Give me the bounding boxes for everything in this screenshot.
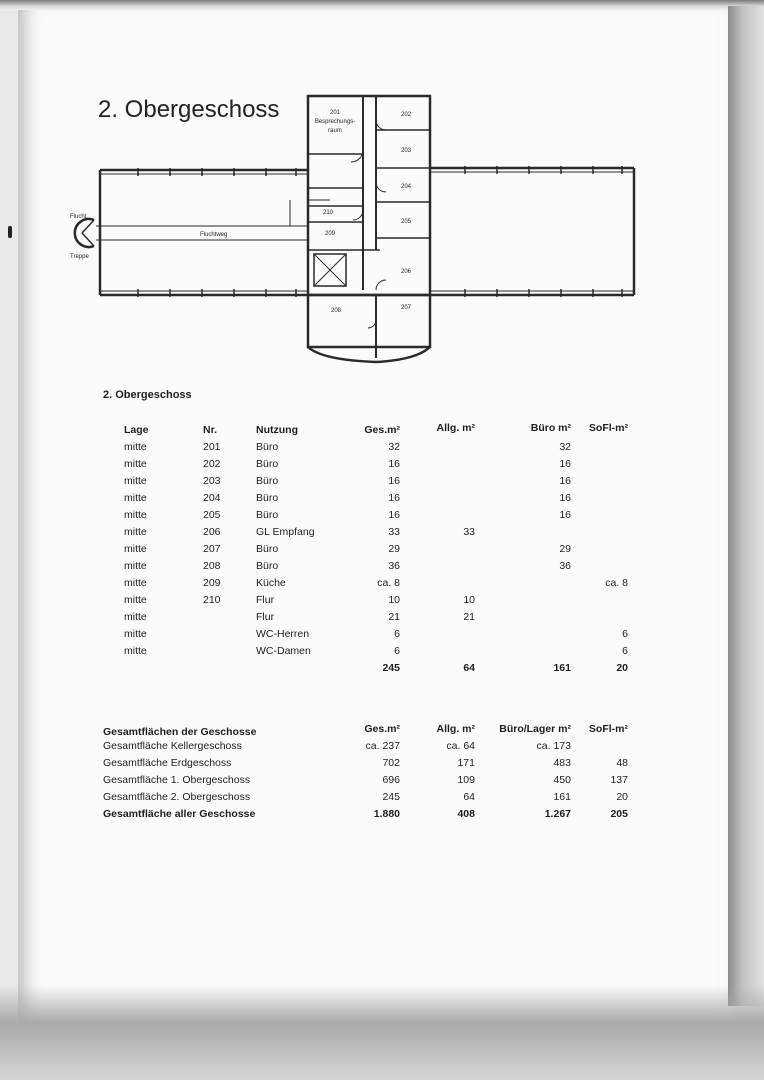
- room-209-label: 209: [324, 231, 336, 237]
- cell-buero: 16: [559, 509, 571, 521]
- room-table-totals: [0, 662, 764, 679]
- header-buero: Büro m²: [530, 422, 571, 434]
- summary-header-buero: Büro/Lager m²: [499, 723, 571, 735]
- table-row: [0, 441, 764, 458]
- summary-cell-sofl: 137: [610, 774, 628, 786]
- cell-buero: 36: [559, 560, 571, 572]
- cell-lage: mitte: [124, 628, 147, 640]
- summary-cell-sofl: 20: [616, 791, 628, 803]
- summary-row: [0, 774, 764, 791]
- table-row: [0, 628, 764, 645]
- cell-buero: 16: [559, 492, 571, 504]
- cell-nutzung: Büro: [256, 560, 279, 572]
- table-row: [0, 594, 764, 611]
- header-sofl: SoFl-m²: [588, 422, 628, 434]
- cell-ges: 6: [394, 645, 400, 657]
- total-ges: 245: [382, 662, 400, 674]
- summary-total-label: Gesamtfläche aller Geschosse: [103, 808, 256, 820]
- cell-nr: 208: [203, 560, 221, 572]
- summary-total-buero: 1.267: [544, 808, 571, 820]
- cell-nr: 204: [203, 492, 221, 504]
- table-row: [0, 543, 764, 560]
- room-202-label: 202: [400, 112, 412, 118]
- cell-lage: mitte: [124, 509, 147, 521]
- cell-ges: 16: [388, 509, 400, 521]
- room-201-name-line2: raum: [328, 128, 342, 134]
- cell-nutzung: Büro: [256, 475, 279, 487]
- cell-buero: 32: [559, 441, 571, 453]
- table-row: [0, 645, 764, 662]
- table-row: [0, 560, 764, 577]
- cell-nutzung: GL Empfang: [256, 526, 315, 538]
- total-buero: 161: [553, 662, 571, 674]
- cell-lage: mitte: [124, 441, 147, 453]
- cell-lage: mitte: [124, 475, 147, 487]
- cell-ges: ca. 8: [377, 577, 400, 589]
- room-201-name-line1: Besprechungs-: [314, 119, 356, 125]
- summary-cell-buero: 161: [553, 791, 571, 803]
- summary-table: [0, 723, 764, 825]
- cell-nr: 206: [203, 526, 221, 538]
- cell-nutzung: Küche: [256, 577, 286, 589]
- cell-lage: mitte: [124, 458, 147, 470]
- cell-nr: 205: [203, 509, 221, 521]
- table-row: [0, 458, 764, 475]
- summary-row: [0, 791, 764, 808]
- treppe-label: Treppe: [70, 254, 89, 260]
- cell-ges: 33: [388, 526, 400, 538]
- cell-nr: 202: [203, 458, 221, 470]
- room-205-label: 205: [400, 219, 412, 225]
- cell-lage: mitte: [124, 560, 147, 572]
- cell-lage: mitte: [124, 492, 147, 504]
- cell-ges: 16: [388, 475, 400, 487]
- cell-allg: 10: [463, 594, 475, 606]
- table-row: [0, 492, 764, 509]
- room-206-label: 206: [400, 269, 412, 275]
- table-row: [0, 526, 764, 543]
- cell-nutzung: Büro: [256, 509, 279, 521]
- cell-sofl: 6: [622, 628, 628, 640]
- summary-cell-allg: 64: [463, 791, 475, 803]
- summary-total-ges: 1.880: [373, 808, 400, 820]
- summary-cell-label: Gesamtfläche 1. Obergeschoss: [103, 774, 251, 786]
- total-sofl: 20: [616, 662, 628, 674]
- summary-cell-buero: ca. 173: [536, 740, 571, 752]
- cell-lage: mitte: [124, 594, 147, 606]
- summary-header-sofl: SoFl-m²: [588, 723, 628, 735]
- summary-total-sofl: 205: [610, 808, 628, 820]
- summary-cell-ges: 696: [382, 774, 400, 786]
- summary-cell-label: Gesamtfläche Kellergeschoss: [103, 740, 242, 752]
- summary-cell-ges: 702: [382, 757, 400, 769]
- summary-cell-buero: 483: [553, 757, 571, 769]
- room-203-label: 203: [400, 148, 412, 154]
- cell-ges: 6: [394, 628, 400, 640]
- cell-nutzung: Büro: [256, 543, 279, 555]
- room-table-header: [0, 424, 764, 441]
- room-210-label: 210: [322, 210, 334, 216]
- room-207-label: 207: [400, 305, 412, 311]
- cell-buero: 16: [559, 475, 571, 487]
- cell-ges: 10: [388, 594, 400, 606]
- summary-header-allg: Allg. m²: [436, 723, 475, 735]
- summary-row: [0, 757, 764, 774]
- cell-nutzung: Büro: [256, 441, 279, 453]
- table-row: [0, 611, 764, 628]
- summary-header-ges: Ges.m²: [364, 723, 400, 735]
- cell-nutzung: WC-Herren: [256, 628, 310, 640]
- cell-nr: 201: [203, 441, 221, 453]
- table-row: [0, 509, 764, 526]
- cell-nr: 203: [203, 475, 221, 487]
- cell-ges: 21: [388, 611, 400, 623]
- table-row: [0, 475, 764, 492]
- scan-bottom-shadow: [0, 985, 764, 1080]
- binder-clip-mark: [8, 226, 12, 238]
- cell-lage: mitte: [124, 577, 147, 589]
- summary-table-header: [0, 723, 764, 740]
- total-allg: 64: [463, 662, 475, 674]
- header-ges: Ges.m²: [364, 424, 400, 436]
- cell-buero: 16: [559, 458, 571, 470]
- cell-lage: mitte: [124, 645, 147, 657]
- cell-nutzung: Flur: [256, 611, 275, 623]
- cell-ges: 29: [388, 543, 400, 555]
- cell-ges: 16: [388, 492, 400, 504]
- summary-cell-sofl: 48: [616, 757, 628, 769]
- cell-nutzung: Büro: [256, 492, 279, 504]
- header-allg: Allg. m²: [436, 422, 475, 434]
- cell-allg: 33: [463, 526, 475, 538]
- summary-cell-allg: ca. 64: [446, 740, 475, 752]
- cell-sofl: ca. 8: [605, 577, 628, 589]
- scan-top-edge: [0, 0, 764, 10]
- cell-nutzung: Flur: [256, 594, 275, 606]
- header-lage: Lage: [124, 424, 149, 436]
- summary-cell-ges: 245: [382, 791, 400, 803]
- cell-ges: 16: [388, 458, 400, 470]
- page-title: 2. Obergeschoss: [98, 96, 280, 123]
- header-nutzung: Nutzung: [256, 424, 298, 436]
- cell-nr: 207: [203, 543, 221, 555]
- table-row: [0, 577, 764, 594]
- cell-sofl: 6: [622, 645, 628, 657]
- summary-total-row: [0, 808, 764, 825]
- cell-ges: 32: [388, 441, 400, 453]
- cell-nr: 210: [203, 594, 221, 606]
- room-208-label: 208: [330, 308, 342, 314]
- cell-lage: mitte: [124, 526, 147, 538]
- room-204-label: 204: [400, 184, 412, 190]
- floor-plan: [60, 90, 660, 370]
- fluchtweg-label: Fluchtweg: [200, 232, 228, 238]
- summary-cell-allg: 109: [457, 774, 475, 786]
- summary-cell-label: Gesamtfläche 2. Obergeschoss: [103, 791, 251, 803]
- room-table: [0, 424, 764, 679]
- room-201-number: 201: [329, 110, 341, 116]
- summary-row: [0, 740, 764, 757]
- summary-total-allg: 408: [457, 808, 475, 820]
- header-nr: Nr.: [203, 424, 218, 436]
- cell-ges: 36: [388, 560, 400, 572]
- summary-cell-label: Gesamtfläche Erdgeschoss: [103, 757, 232, 769]
- cell-nr: 209: [203, 577, 221, 589]
- section-title: 2. Obergeschoss: [103, 389, 192, 401]
- cell-nutzung: Büro: [256, 458, 279, 470]
- summary-cell-ges: ca. 237: [365, 740, 400, 752]
- summary-header-label: Gesamtflächen der Geschosse: [103, 726, 257, 738]
- cell-lage: mitte: [124, 611, 147, 623]
- cell-nutzung: WC-Damen: [256, 645, 311, 657]
- summary-cell-buero: 450: [553, 774, 571, 786]
- cell-lage: mitte: [124, 543, 147, 555]
- summary-cell-allg: 171: [457, 757, 475, 769]
- flucht-label: Flucht: [70, 214, 87, 220]
- cell-buero: 29: [559, 543, 571, 555]
- cell-allg: 21: [463, 611, 475, 623]
